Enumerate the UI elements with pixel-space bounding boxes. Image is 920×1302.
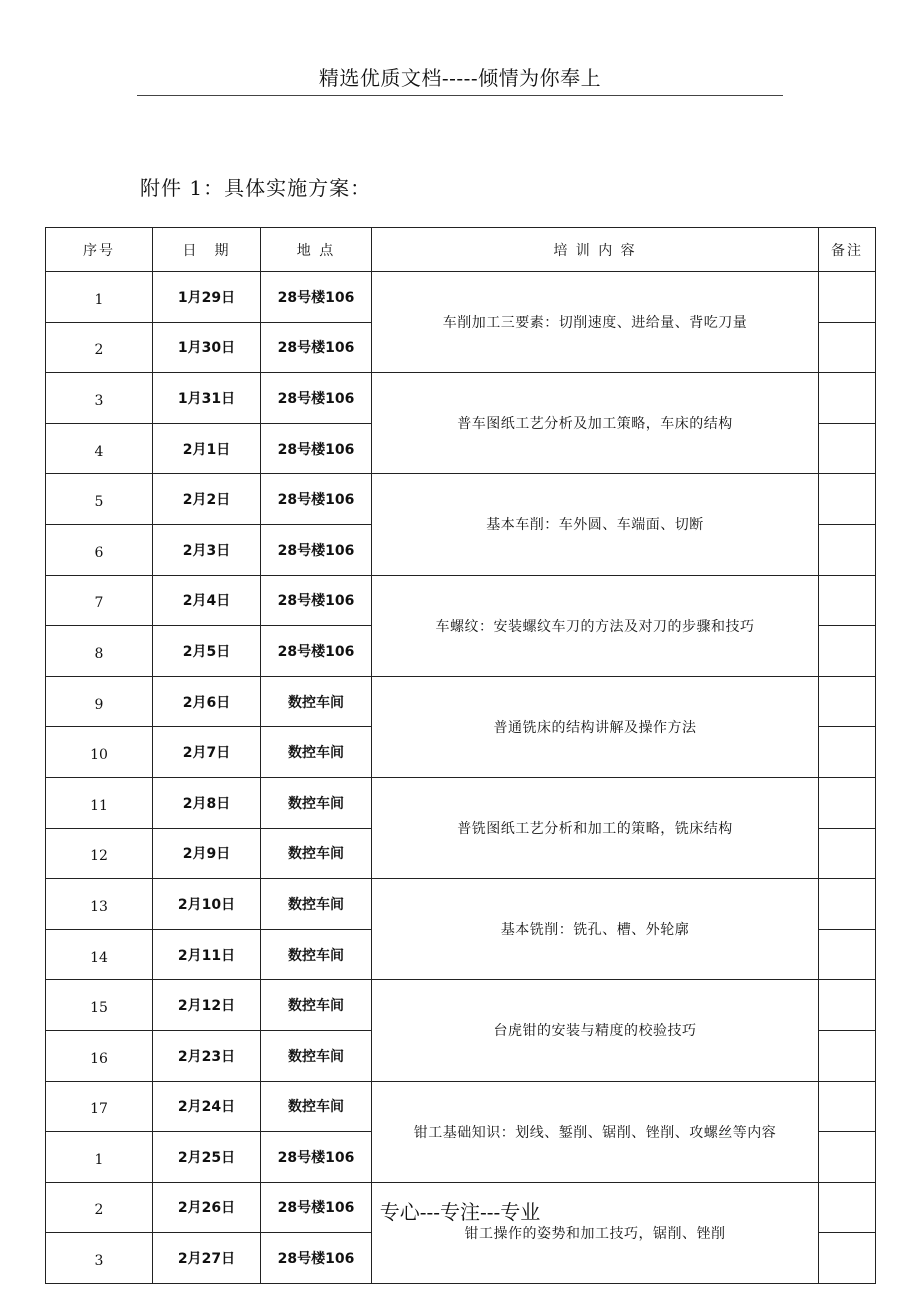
- cell-training-content: 钳工基础知识：划线、錾削、锯削、锉削、攻螺丝等内容: [372, 1081, 819, 1182]
- cell-location: 数控车间: [261, 828, 372, 879]
- cell-training-content: 普通铣床的结构讲解及操作方法: [372, 676, 819, 777]
- cell-seq: 17: [46, 1081, 153, 1132]
- cell-location: 28号楼106: [261, 474, 372, 525]
- cell-notes: [819, 676, 876, 727]
- cell-date: 1月30日: [153, 322, 261, 373]
- cell-date: 2月4日: [153, 575, 261, 626]
- cell-notes: [819, 272, 876, 323]
- cell-notes: [819, 1132, 876, 1183]
- cell-notes: [819, 879, 876, 930]
- cell-date: 2月11日: [153, 929, 261, 980]
- cell-date: 2月26日: [153, 1182, 261, 1233]
- column-header-date: 日 期: [153, 228, 261, 272]
- cell-notes: [819, 373, 876, 424]
- table-row: [46, 879, 876, 930]
- cell-training-content: 钳工操作的姿势和加工技巧，锯削、锉削: [372, 1182, 819, 1283]
- cell-seq: 1: [46, 1132, 153, 1183]
- cell-seq: 3: [46, 1233, 153, 1284]
- cell-date: 2月1日: [153, 423, 261, 474]
- cell-location: 数控车间: [261, 676, 372, 727]
- cell-location: 数控车间: [261, 879, 372, 930]
- cell-location: 28号楼106: [261, 373, 372, 424]
- cell-location: 28号楼106: [261, 1182, 372, 1233]
- cell-training-content: 普车图纸工艺分析及加工策略，车床的结构: [372, 373, 819, 474]
- cell-training-content: 车螺纹：安装螺纹车刀的方法及对刀的步骤和技巧: [372, 575, 819, 676]
- cell-date: 2月10日: [153, 879, 261, 930]
- cell-date: 2月12日: [153, 980, 261, 1031]
- cell-training-content: 车削加工三要素：切削速度、进给量、背吃刀量: [372, 272, 819, 373]
- table-row: [46, 1081, 876, 1132]
- cell-date: 2月24日: [153, 1081, 261, 1132]
- cell-seq: 4: [46, 423, 153, 474]
- cell-notes: [819, 1081, 876, 1132]
- cell-date: 1月29日: [153, 272, 261, 323]
- cell-notes: [819, 777, 876, 828]
- cell-seq: 12: [46, 828, 153, 879]
- cell-notes: [819, 828, 876, 879]
- cell-location: 28号楼106: [261, 272, 372, 323]
- table-header-row: [46, 228, 876, 272]
- cell-seq: 13: [46, 879, 153, 930]
- page-footer: 专心---专注---专业: [379, 1200, 541, 1224]
- cell-date: 2月2日: [153, 474, 261, 525]
- cell-notes: [819, 929, 876, 980]
- table-row: [46, 777, 876, 828]
- training-schedule-table: [45, 227, 876, 1284]
- cell-seq: 10: [46, 727, 153, 778]
- cell-notes: [819, 980, 876, 1031]
- table-row: [46, 373, 876, 424]
- cell-location: 数控车间: [261, 777, 372, 828]
- cell-location: 28号楼106: [261, 1132, 372, 1183]
- table-row: [46, 980, 876, 1031]
- cell-notes: [819, 1030, 876, 1081]
- column-header-location: 地 点: [261, 228, 372, 272]
- cell-seq: 1: [46, 272, 153, 323]
- cell-location: 数控车间: [261, 727, 372, 778]
- cell-location: 28号楼106: [261, 626, 372, 677]
- cell-notes: [819, 626, 876, 677]
- cell-seq: 9: [46, 676, 153, 727]
- attachment-title: 附件 1：具体实施方案：: [140, 176, 372, 200]
- cell-seq: 16: [46, 1030, 153, 1081]
- cell-seq: 3: [46, 373, 153, 424]
- column-header-seq: 序号: [46, 228, 153, 272]
- column-header-content: 培 训 内 容: [372, 228, 819, 272]
- cell-location: 28号楼106: [261, 524, 372, 575]
- column-header-notes: 备注: [819, 228, 876, 272]
- cell-date: 1月31日: [153, 373, 261, 424]
- cell-date: 2月5日: [153, 626, 261, 677]
- cell-location: 数控车间: [261, 929, 372, 980]
- cell-date: 2月3日: [153, 524, 261, 575]
- cell-seq: 7: [46, 575, 153, 626]
- table-row: [46, 474, 876, 525]
- cell-seq: 14: [46, 929, 153, 980]
- cell-date: 2月7日: [153, 727, 261, 778]
- cell-location: 28号楼106: [261, 322, 372, 373]
- table-row: [46, 575, 876, 626]
- cell-location: 28号楼106: [261, 423, 372, 474]
- cell-date: 2月25日: [153, 1132, 261, 1183]
- cell-training-content: 台虎钳的安装与精度的校验技巧: [372, 980, 819, 1081]
- cell-location: 28号楼106: [261, 575, 372, 626]
- cell-location: 数控车间: [261, 980, 372, 1031]
- header-divider: [137, 95, 783, 96]
- cell-date: 2月27日: [153, 1233, 261, 1284]
- cell-location: 数控车间: [261, 1081, 372, 1132]
- cell-location: 数控车间: [261, 1030, 372, 1081]
- cell-seq: 5: [46, 474, 153, 525]
- cell-seq: 2: [46, 1182, 153, 1233]
- cell-date: 2月23日: [153, 1030, 261, 1081]
- cell-training-content: 基本车削：车外圆、车端面、切断: [372, 474, 819, 575]
- table-row: [46, 272, 876, 323]
- cell-notes: [819, 524, 876, 575]
- cell-seq: 15: [46, 980, 153, 1031]
- cell-notes: [819, 727, 876, 778]
- page-header: 精选优质文档-----倾情为你奉上: [318, 66, 602, 90]
- cell-notes: [819, 474, 876, 525]
- cell-notes: [819, 1233, 876, 1284]
- cell-date: 2月8日: [153, 777, 261, 828]
- cell-seq: 11: [46, 777, 153, 828]
- cell-location: 28号楼106: [261, 1233, 372, 1284]
- cell-notes: [819, 322, 876, 373]
- table-body: [46, 272, 876, 1284]
- table-row: [46, 676, 876, 727]
- cell-notes: [819, 423, 876, 474]
- cell-date: 2月9日: [153, 828, 261, 879]
- cell-notes: [819, 575, 876, 626]
- cell-training-content: 普铣图纸工艺分析和加工的策略，铣床结构: [372, 777, 819, 878]
- cell-seq: 2: [46, 322, 153, 373]
- cell-training-content: 基本铣削：铣孔、槽、外轮廓: [372, 879, 819, 980]
- cell-seq: 6: [46, 524, 153, 575]
- cell-date: 2月6日: [153, 676, 261, 727]
- cell-seq: 8: [46, 626, 153, 677]
